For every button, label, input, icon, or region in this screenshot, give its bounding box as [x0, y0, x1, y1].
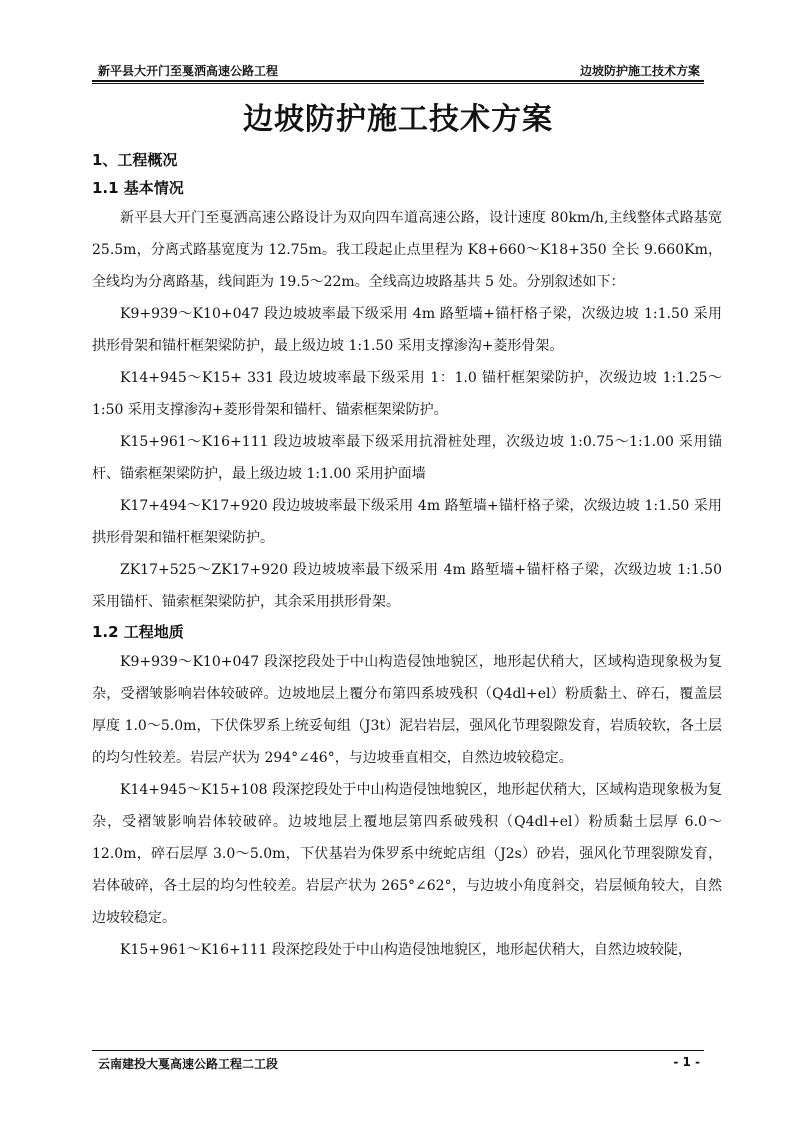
page-footer — [92, 1055, 704, 1075]
paragraph-slope-k15: K15+961～K16+111 段边坡坡率最下级采用抗滑桩处理，次级边坡 1:0.75～1:1.00 采用锚杆、锚索框架梁防护，最上级边坡 1:1.00 采用护面墙 — [92, 434, 722, 482]
paragraph-slope-k17: K17+494～K17+920 段边坡坡率最下级采用 4m 路堑墙+锚杆格子梁，次级边坡 1:1.50 采用拱形骨架和锚杆框架梁防护。 — [92, 498, 722, 546]
document-body — [92, 146, 722, 966]
page-number: - 1 - — [673, 1055, 700, 1069]
header-project-name: 新平县大开门至戛洒高速公路工程 — [98, 64, 279, 78]
document-title: 边坡防护施工技术方案 — [243, 102, 553, 137]
paragraph-slope-k9: K9+939～K10+047 段边坡坡率最下级采用 4m 路堑墙+锚杆格子梁，次级边坡 1:1.50 采用拱形骨架和锚杆框架梁防护，最上级边坡 1:1.50 采用支撑渗沟+菱形骨架。 — [92, 306, 722, 354]
header-rule-thin — [92, 83, 704, 84]
paragraph-slope-zk17: ZK17+525～ZK17+920 段边坡坡率最下级采用 4m 路堑墙+锚杆格子梁，次级边坡 1:1.50 采用锚杆、锚索框架梁防护，其余采用拱形骨架。 — [92, 562, 722, 610]
header-rule — [92, 80, 704, 82]
page-header — [92, 60, 704, 80]
section-heading-1-2: 1.2 工程地质 — [92, 623, 184, 641]
paragraph-geology-k15: K15+961～K16+111 段深挖段处于中山构造侵蚀地貌区，地形起伏稍大，自然边坡较陡， — [120, 942, 692, 958]
paragraph-slope-k14: K14+945～K15+ 331 段边坡坡率最下级采用 1：1.0 锚杆框架梁防护，次级边坡 1:1.25～1:50 采用支撑渗沟+菱形骨架和锚杆、锚索框架梁防护。 — [92, 370, 722, 418]
section-heading-1: 1、工程概况 — [92, 151, 178, 169]
header-document-name: 边坡防护施工技术方案 — [579, 64, 700, 78]
paragraph-geology-k14: K14+945～K15+108 段深挖段处于中山构造侵蚀地貌区，地形起伏稍大，区域构造现象极为复杂，受褶皱影响岩体较破碎。边坡地层上覆地层第四系破残积（Q4dl+el）粉质黏土层厚 6.0～12.0m，碎石层厚 3.0～5.0m，下伏基岩为侏罗系中统蛇店组（J2s）砂岩，强风化节理裂隙发育，岩体破碎，各土层的均匀性较差。岩层产状为 265°∠62°，与边坡小角度斜交，岩层倾角较大，自然边坡较稳定。 — [92, 782, 722, 926]
paragraph-basic-info: 新平县大开门至戛洒高速公路设计为双向四车道高速公路，设计速度 80km/h,主线整体式路基宽 25.5m，分离式路基宽度为 12.75m。我工段起止点里程为 K8+660～K18+350 全长 9.660Km，全线均为分离路基，线间距为 19.5～22m。全线高边坡路基共 5 处。分别叙述如下： — [92, 210, 722, 290]
section-heading-1-1: 1.1 基本情况 — [92, 179, 184, 197]
footer-company: 云南建投大戛高速公路工程二工段 — [98, 1057, 279, 1071]
footer-rule — [92, 1050, 704, 1051]
paragraph-geology-k9: K9+939～K10+047 段深挖段处于中山构造侵蚀地貌区，地形起伏稍大，区域构造现象极为复杂，受褶皱影响岩体较破碎。边坡地层上覆分布第四系坡残积（Q4dl+el）粉质黏土、碎石，覆盖层厚度 1.0～5.0m，下伏侏罗系上统妥甸组（J3t）泥岩岩层，强风化节理裂隙发育，岩质较软，各土层的均匀性较差。岩层产状为 294°∠46°，与边坡垂直相交，自然边坡较稳定。 — [92, 654, 722, 766]
